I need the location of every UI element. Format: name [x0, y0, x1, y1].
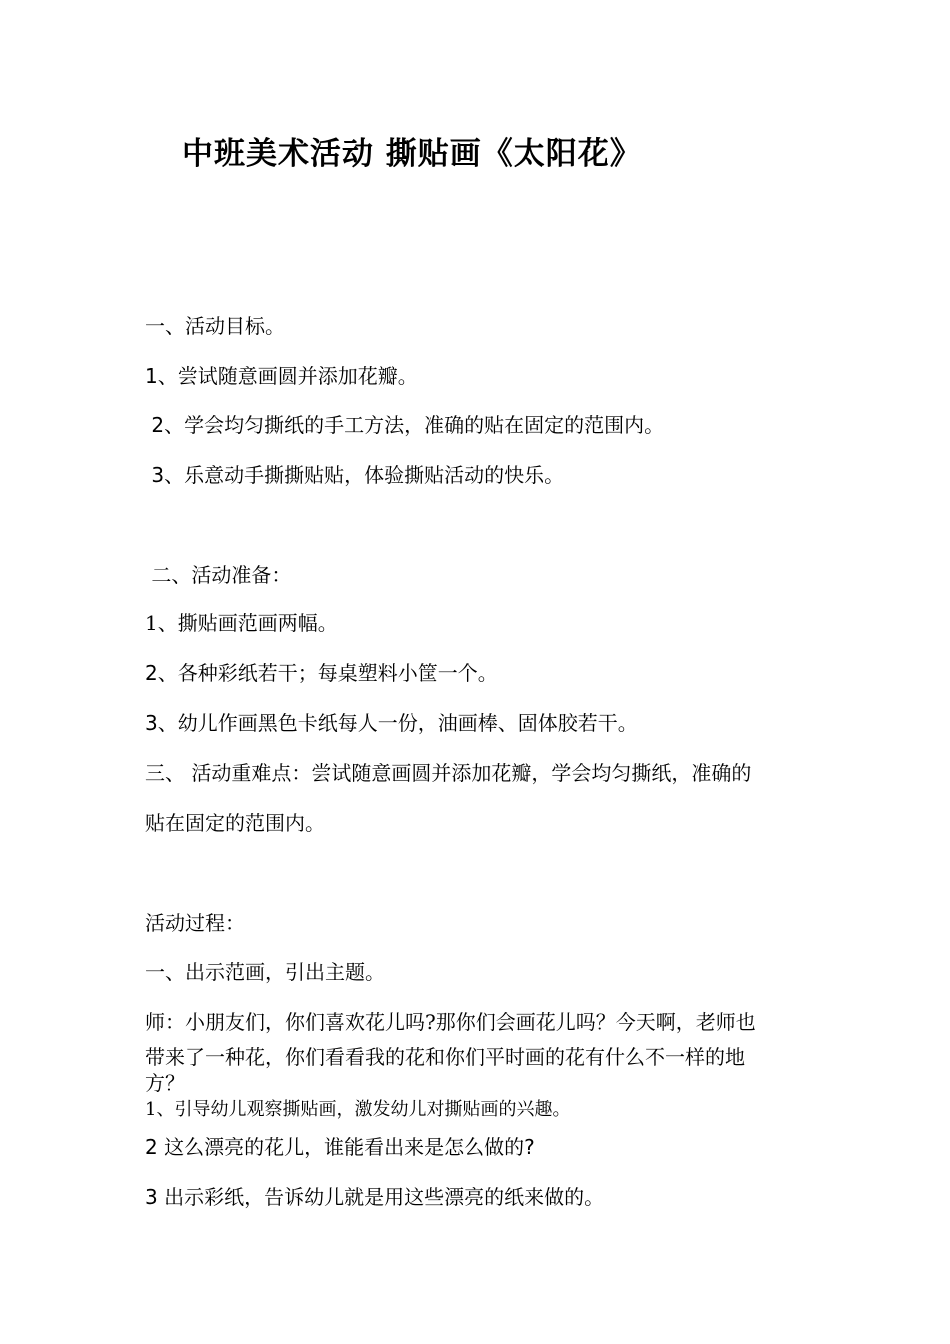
teacher-line-1: 师：小朋友们，你们喜欢花儿吗?那你们会画花儿吗？今天啊，老师也	[145, 1010, 756, 1034]
goals-heading: 一、活动目标。	[145, 314, 285, 338]
goal-item-3: 3、乐意动手撕撕贴贴，体验撕贴活动的快乐。	[145, 463, 565, 487]
key-points-line-2: 贴在固定的范围内。	[145, 811, 325, 835]
teacher-line-3: 方？	[145, 1071, 185, 1095]
prep-heading: 二、活动准备：	[145, 563, 292, 587]
teacher-line-2: 带来了一种花，你们看看我的花和你们平时画的花有什么不一样的地	[145, 1045, 745, 1069]
process-sub-2: 2 这么漂亮的花儿，谁能看出来是怎么做的?	[145, 1135, 535, 1159]
key-points-line-1: 三、 活动重难点：尝试随意画圆并添加花瓣，学会均匀撕纸，准确的	[145, 761, 752, 785]
goal-item-1: 1、尝试随意画圆并添加花瓣。	[145, 364, 418, 388]
process-heading: 活动过程：	[145, 911, 245, 935]
document-title: 中班美术活动 撕贴画《太阳花》	[182, 136, 642, 172]
process-sub-3: 3 出示彩纸，告诉幼儿就是用这些漂亮的纸来做的。	[145, 1185, 605, 1209]
process-sub-1: 1、引导幼儿观察撕贴画，激发幼儿对撕贴画的兴趣。	[145, 1099, 571, 1120]
prep-item-1: 1、撕贴画范画两幅。	[145, 611, 338, 635]
process-step-1: 一、出示范画，引出主题。	[145, 960, 385, 984]
goal-item-2: 2、学会均匀撕纸的手工方法，准确的贴在固定的范围内。	[145, 413, 665, 437]
prep-item-3: 3、幼儿作画黑色卡纸每人一份，油画棒、固体胶若干。	[145, 711, 638, 735]
prep-item-2: 2、各种彩纸若干；每桌塑料小筐一个。	[145, 661, 498, 685]
